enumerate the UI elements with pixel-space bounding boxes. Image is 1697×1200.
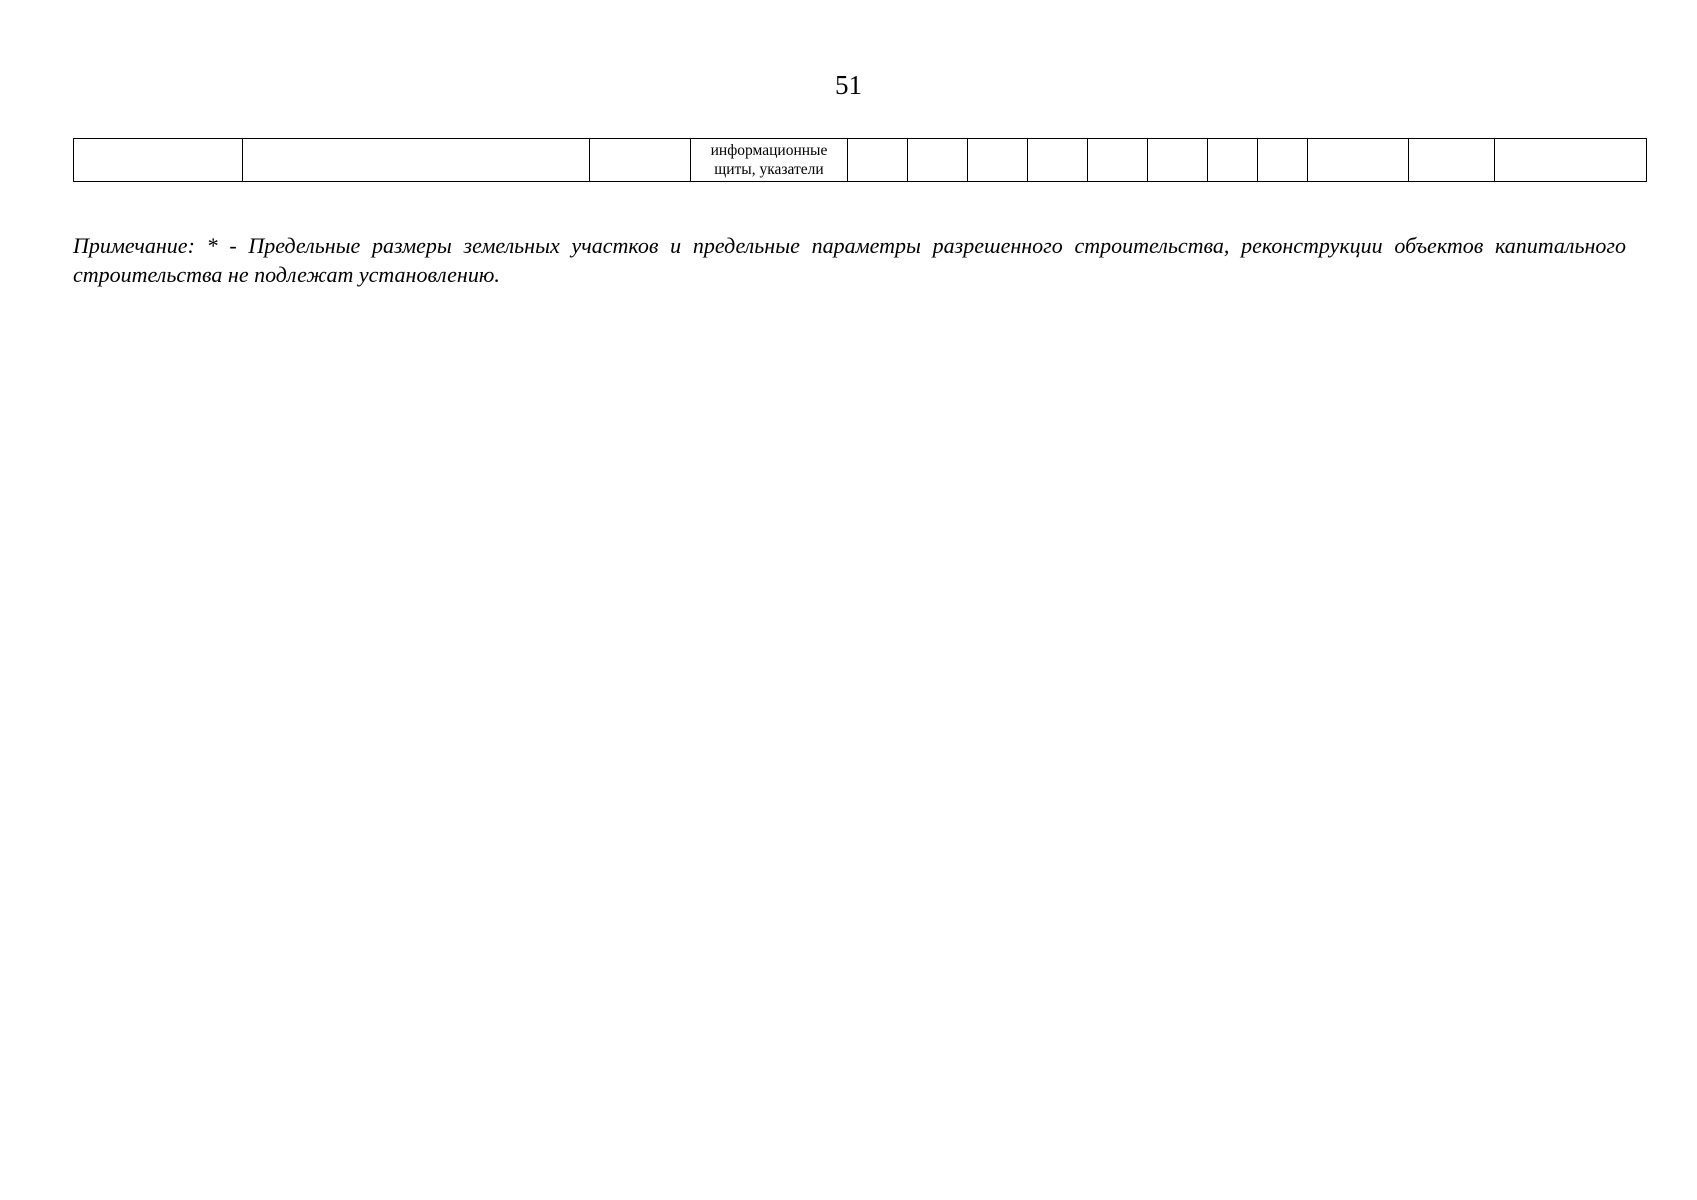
table-cell bbox=[1409, 139, 1495, 182]
table-cell bbox=[590, 139, 691, 182]
table-cell bbox=[908, 139, 968, 182]
cell-text: информационные щиты, указатели bbox=[710, 142, 828, 178]
table-cell bbox=[1495, 139, 1647, 182]
footnote: Примечание: * - Предельные размеры земельных участков и предельные параметры разрешенного строительства, реконструкции объектов капитального строительства не подлежат установлению. bbox=[73, 233, 1626, 287]
table-row bbox=[74, 139, 1647, 182]
table-cell bbox=[968, 139, 1028, 182]
table-cell bbox=[691, 139, 848, 182]
table-cell bbox=[1258, 139, 1308, 182]
table-cell bbox=[1028, 139, 1088, 182]
table-cell bbox=[848, 139, 908, 182]
table-cell bbox=[1088, 139, 1148, 182]
table-cell bbox=[1208, 139, 1258, 182]
zoning-table-continuation bbox=[73, 138, 1647, 182]
table-cell bbox=[1148, 139, 1208, 182]
page-number: 51 bbox=[835, 70, 862, 100]
table-cell bbox=[243, 139, 590, 182]
table-cell bbox=[74, 139, 243, 182]
table-cell bbox=[1308, 139, 1409, 182]
